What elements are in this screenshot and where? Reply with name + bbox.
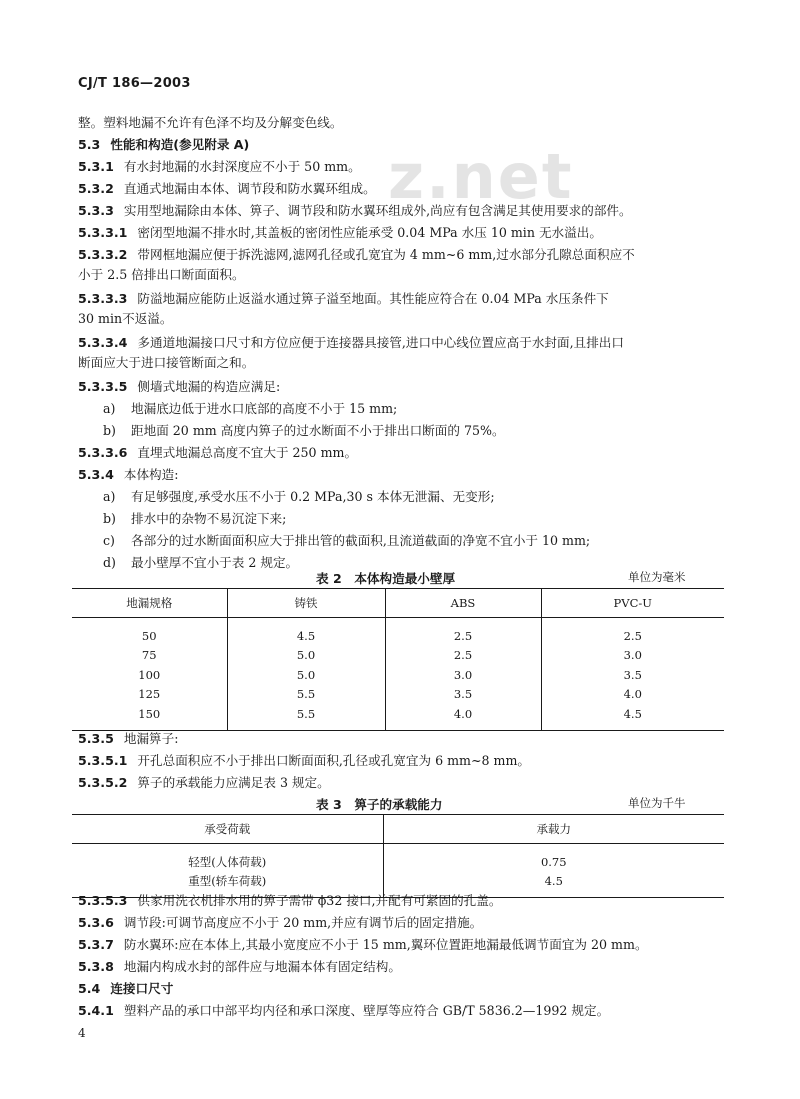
table-cell: 100 (138, 667, 161, 682)
table-cell: 4.0 (385, 704, 541, 730)
clause (78, 246, 635, 264)
table-cell: 4.0 (541, 685, 724, 705)
list-item (103, 400, 397, 418)
item-text: 最小壁厚不宜小于表 2 规定。 (131, 555, 299, 570)
clause-text: 防水翼环:应在本体上,其最小宽度应不小于 15 mm,翼环位置距地漏最低调节面宜为 20 mm。 (123, 937, 648, 952)
clause-text: 实用型地漏除由本体、箅子、调节段和防水翼环组成外,尚应有包含满足其使用要求的部件。 (123, 203, 632, 218)
item-label: b) (103, 511, 116, 526)
table3-unit: 单位为千牛 (628, 796, 686, 810)
clause-text: 密闭型地漏不排水时,其盖板的密闭性应能承受 0.04 MPa 水压 10 min 无水溢出。 (137, 225, 602, 240)
clause-number: 5.3.5.3 (78, 893, 128, 908)
clause-number: 5.3.3.5 (78, 379, 128, 394)
table3-caption: 表 3 箅子的承载能力 (316, 797, 443, 812)
table-cell: 3.5 (541, 665, 724, 685)
clause-text: 调节段:可调节高度应不小于 20 mm,并应有调节后的固定措施。 (123, 915, 483, 930)
column-header: 承受荷载 (72, 815, 383, 844)
column-header: 承载力 (383, 815, 724, 844)
table-row (72, 704, 724, 730)
item-text: 地漏底边低于进水口底部的高度不小于 15 mm; (131, 401, 398, 416)
table-header-row (72, 815, 724, 844)
clause-text: 防溢地漏应能防止返溢水通过箅子溢至地面。其性能应符合在 0.04 MPa 水压条件下 (137, 291, 609, 306)
clause-text: 供家用洗衣机排水用的箅子需带 ϕ32 接口,并配有可紧固的孔盖。 (137, 893, 502, 908)
table-row (72, 665, 724, 685)
heading-text: 连接口尺寸 (110, 981, 174, 996)
table-cell: 150 (138, 706, 161, 721)
section-number: 5.4 (78, 981, 101, 996)
clause-number: 5.4.1 (78, 1003, 114, 1018)
clause (78, 752, 530, 770)
clause-number: 5.3.1 (78, 159, 114, 174)
table2 (72, 588, 724, 731)
list-item (103, 532, 590, 550)
clause (78, 958, 401, 976)
clause-continuation (78, 354, 254, 372)
clause-text: 本体构造: (123, 467, 179, 482)
table-cell: 4.5 (541, 704, 724, 730)
clause (78, 202, 632, 220)
clause-number: 5.3.3 (78, 203, 114, 218)
clause-number: 5.3.3.6 (78, 445, 128, 460)
column-header: PVC-U (541, 589, 724, 618)
table-cell: 3.0 (385, 665, 541, 685)
column-header: 地漏规格 (72, 589, 227, 618)
clause (78, 334, 624, 352)
page-number: 4 (78, 1026, 86, 1040)
item-text: 各部分的过水断面面积应大于排出管的截面积,且流道截面的净宽不宜小于 10 mm; (131, 533, 591, 548)
clause (78, 290, 609, 308)
clause (78, 158, 361, 176)
clause-number: 5.3.7 (78, 937, 114, 952)
item-text: 排水中的杂物不易沉淀下来; (131, 511, 287, 526)
table-cell: 3.0 (541, 646, 724, 666)
clause-text: 小于 2.5 倍排出口断面面积。 (78, 267, 245, 282)
clause (78, 1002, 609, 1020)
table2-caption: 表 2 本体构造最小壁厚 (316, 571, 456, 586)
table-cell: 2.5 (385, 618, 541, 646)
table-cell: 2.5 (541, 618, 724, 646)
column-header: ABS (385, 589, 541, 618)
table-row (72, 618, 724, 646)
clause (78, 224, 602, 242)
clause-text: 侧墙式地漏的构造应满足: (137, 379, 281, 394)
table-row (72, 844, 724, 872)
table3 (72, 814, 724, 898)
clause-text: 带网框地漏应便于拆洗滤网,滤网孔径或孔宽宜为 4 mm~6 mm,过水部分孔隙总面积应不 (137, 247, 635, 262)
clause-number: 5.3.5.2 (78, 775, 128, 790)
clause (78, 444, 357, 462)
clause-continuation (78, 310, 172, 328)
watermark: z.net (388, 140, 574, 213)
clause-number: 5.3.3.2 (78, 247, 128, 262)
item-label: a) (103, 401, 116, 416)
table-cell: 5.5 (227, 685, 385, 705)
table2-unit: 单位为毫米 (628, 570, 686, 584)
table-row (72, 646, 724, 666)
table-cell: 3.5 (385, 685, 541, 705)
clause-number: 5.3.3.1 (78, 225, 128, 240)
section-heading (78, 980, 173, 998)
table-cell: 50 (141, 628, 157, 643)
clause-number: 5.3.5 (78, 731, 114, 746)
column-header: 铸铁 (227, 589, 385, 618)
clause (78, 466, 178, 484)
clause (78, 914, 482, 932)
item-label: c) (103, 533, 115, 548)
clause-number: 5.3.6 (78, 915, 114, 930)
table-row (72, 685, 724, 705)
clause (78, 936, 648, 954)
list-item (103, 488, 495, 506)
table-cell: 5.0 (227, 646, 385, 666)
clause (78, 730, 178, 748)
clause (78, 774, 330, 792)
paragraph-line (78, 114, 342, 132)
clause-text: 塑料产品的承口中部平均内径和承口深度、壁厚等应符合 GB/T 5836.2—1992 规定。 (123, 1003, 610, 1018)
clause-text: 多通道地漏接口尺寸和方位应便于连接器具接管,进口中心线位置应高于水封面,且排出口 (137, 335, 624, 350)
clause (78, 892, 501, 910)
table-cell: 0.75 (383, 844, 724, 872)
item-label: b) (103, 423, 116, 438)
item-label: d) (103, 555, 116, 570)
list-item (103, 510, 286, 528)
item-text: 有足够强度,承受水压不小于 0.2 MPa,30 s 本体无泄漏、无变形; (131, 489, 495, 504)
item-text: 距地面 20 mm 高度内箅子的过水断面不小于排出口断面的 75%。 (131, 423, 505, 438)
list-item (103, 554, 298, 572)
table-cell: 2.5 (385, 646, 541, 666)
clause-text: 断面应大于进口接管断面之和。 (78, 355, 255, 370)
table-cell: 5.0 (227, 665, 385, 685)
clause-number: 5.3.5.1 (78, 753, 128, 768)
clause-number: 5.3.3.3 (78, 291, 128, 306)
section-heading (78, 136, 249, 154)
list-item (103, 422, 505, 440)
clause-text: 30 min不返溢。 (78, 311, 173, 326)
heading-text: 性能和构造(参见附录 A) (110, 137, 250, 152)
clause-number: 5.3.4 (78, 467, 114, 482)
table-cell: 轻型(人体荷载) (188, 854, 267, 869)
clause-text: 地漏内构成水封的部件应与地漏本体有固定结构。 (123, 959, 401, 974)
section-number: 5.3 (78, 137, 101, 152)
table-cell: 重型(轿车荷载) (188, 874, 267, 889)
standard-code: CJ/T 186—2003 (78, 76, 191, 91)
clause-number: 5.3.3.4 (78, 335, 128, 350)
clause (78, 378, 280, 396)
clause-text: 直埋式地漏总高度不宜大于 250 mm。 (137, 445, 358, 460)
table-header-row (72, 589, 724, 618)
clause-text: 地漏箅子: (123, 731, 179, 746)
clause-text: 箅子的承载能力应满足表 3 规定。 (137, 775, 330, 790)
clause-text: 开孔总面积应不小于排出口断面面积,孔径或孔宽宜为 6 mm~8 mm。 (137, 753, 531, 768)
line-text: 整。塑料地漏不允许有色泽不均及分解变色线。 (78, 115, 343, 130)
clause-number: 5.3.2 (78, 181, 114, 196)
clause-text: 直通式地漏由本体、调节段和防水翼环组成。 (123, 181, 376, 196)
table-cell: 4.5 (383, 872, 724, 898)
item-label: a) (103, 489, 116, 504)
table-cell: 125 (138, 687, 161, 702)
clause-number: 5.3.8 (78, 959, 114, 974)
clause-continuation (78, 266, 245, 284)
table-cell: 75 (141, 648, 157, 663)
clause-text: 有水封地漏的水封深度应不小于 50 mm。 (123, 159, 361, 174)
clause (78, 180, 376, 198)
table-cell: 5.5 (227, 704, 385, 730)
table-cell: 4.5 (227, 618, 385, 646)
